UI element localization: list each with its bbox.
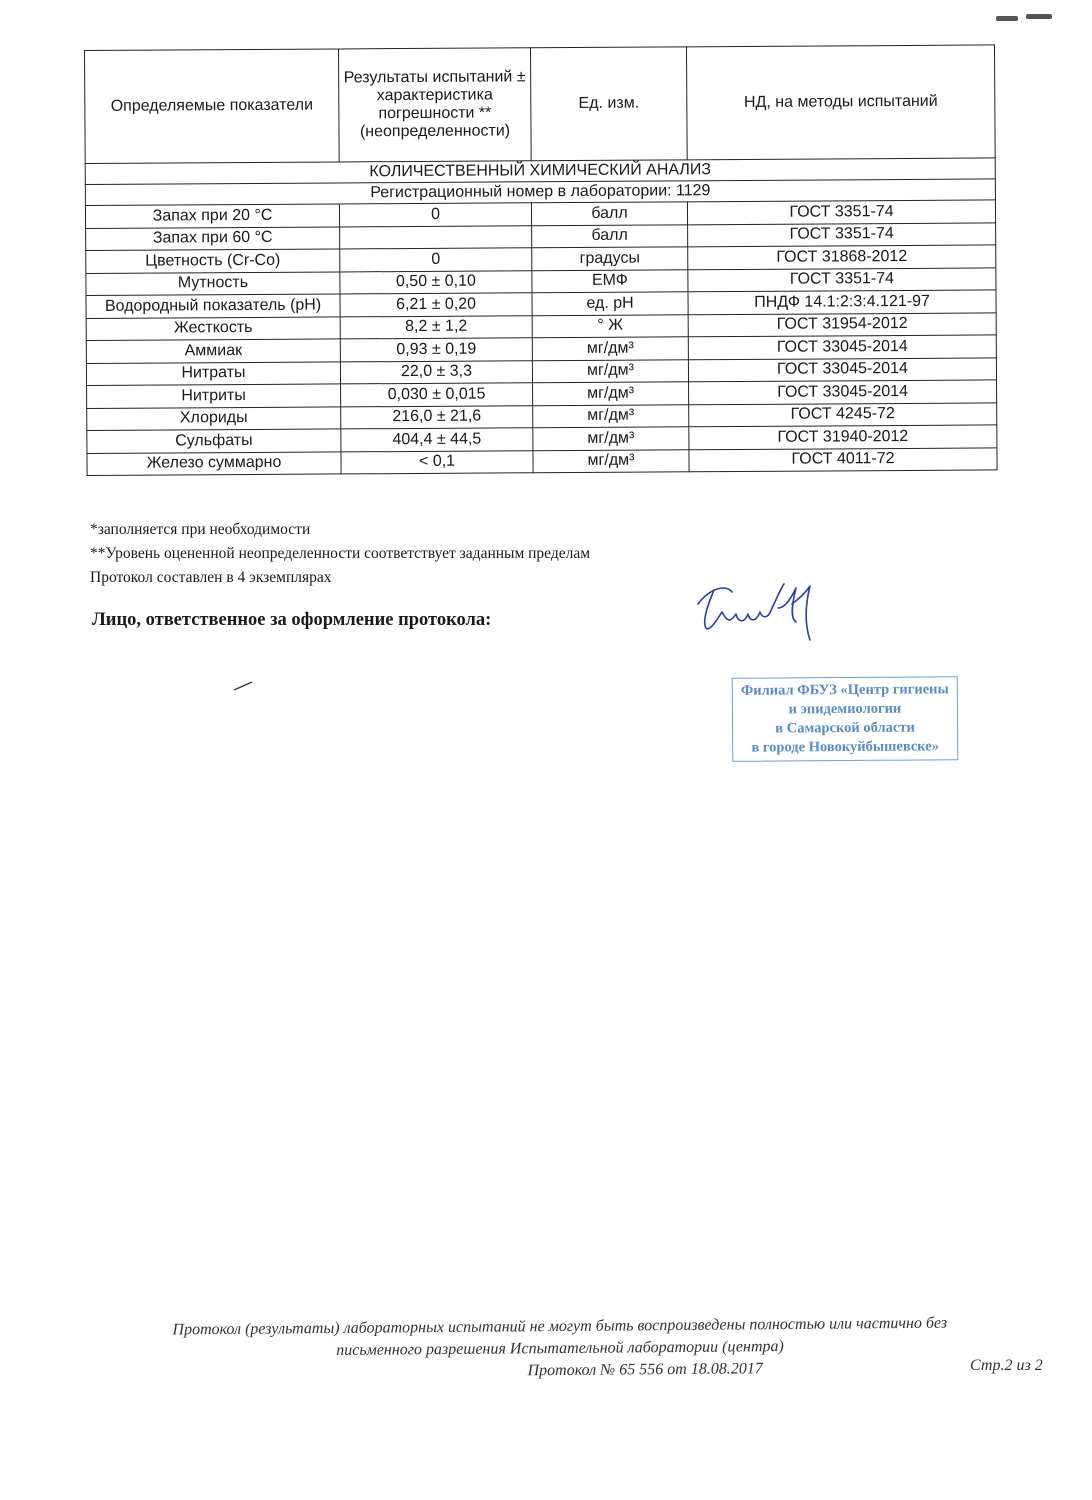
- result-cell: 404,4 ± 44,5: [341, 428, 533, 452]
- indicator-cell: Водородный показатель (pH): [86, 294, 340, 318]
- header-method: НД, на методы испытаний: [686, 45, 995, 160]
- note-uncertainty: **Уровень оцененной неопределенности соответствует заданным пределам: [90, 545, 591, 562]
- unit-cell: мг/дм³: [533, 404, 689, 427]
- unit-cell: балл: [532, 224, 688, 247]
- indicator-cell: Запах при 20 °С: [85, 204, 339, 228]
- result-cell: 8,2 ± 1,2: [340, 315, 532, 339]
- method-cell: ГОСТ 31868-2012: [688, 245, 996, 269]
- organization-stamp: [732, 676, 959, 762]
- indicator-cell: Хлориды: [87, 406, 341, 430]
- stamp-line-4: в городе Новокуйбышевске»: [751, 738, 939, 756]
- table-row: [87, 447, 997, 475]
- method-cell: ГОСТ 33045-2014: [688, 357, 996, 381]
- table-header-row: [85, 45, 996, 164]
- header-indicator: Определяемые показатели: [85, 49, 340, 164]
- scan-artifact: [996, 14, 1056, 22]
- footer-disclaimer: [120, 1312, 1001, 1386]
- note-fill-if-needed: *заполняется при необходимости: [90, 521, 311, 538]
- stamp-line-2: и эпидемиологии: [788, 700, 902, 718]
- method-cell: ГОСТ 33045-2014: [688, 335, 996, 359]
- method-cell: ГОСТ 31954-2012: [688, 312, 996, 336]
- stamp-line-3: в Самарской области: [775, 719, 915, 737]
- stamp-line-1: Филиал ФБУЗ «Центр гигиены: [740, 681, 949, 699]
- unit-cell: мг/дм³: [533, 427, 689, 450]
- result-cell: 0,93 ± 0,19: [340, 338, 532, 362]
- pen-mark: [232, 680, 254, 692]
- unit-cell: ° Ж: [532, 314, 688, 337]
- unit-cell: градусы: [532, 247, 688, 270]
- indicator-cell: Запах при 60 °С: [86, 226, 340, 250]
- indicator-cell: Аммиак: [86, 339, 340, 363]
- result-cell: 6,21 ± 0,20: [340, 293, 532, 317]
- result-cell: 0,50 ± 0,10: [340, 270, 532, 294]
- indicator-cell: Нитриты: [87, 384, 341, 408]
- unit-cell: балл: [531, 202, 687, 225]
- section-title: КОЛИЧЕСТВЕННЫЙ ХИМИЧЕСКИЙ АНАЛИЗ: [85, 158, 995, 185]
- unit-cell: ЕМФ: [532, 269, 688, 292]
- unit-cell: мг/дм³: [533, 449, 689, 472]
- method-cell: ГОСТ 4011-72: [689, 447, 997, 471]
- method-cell: ГОСТ 3351-74: [688, 222, 996, 246]
- disclaimer-line-1: Протокол (результаты) лабораторных испытаний не могут быть воспроизведены полностью или частично без: [172, 1314, 948, 1339]
- result-cell: 0,030 ± 0,015: [341, 383, 533, 407]
- result-cell: < 0,1: [341, 450, 533, 474]
- signature-icon: [692, 578, 822, 644]
- results-table: [84, 44, 998, 476]
- result-cell: [340, 225, 532, 249]
- unit-cell: ед. pH: [532, 292, 688, 315]
- method-cell: ГОСТ 33045-2014: [689, 380, 997, 404]
- notes-block: [90, 518, 590, 590]
- indicator-cell: Жесткость: [86, 316, 340, 340]
- result-cell: 0: [339, 203, 531, 227]
- header-result: Результаты испытаний ± характеристика погрешности **(неопределенности): [338, 48, 531, 162]
- indicator-cell: Железо суммарно: [87, 451, 341, 475]
- result-cell: 22,0 ± 3,3: [340, 360, 532, 384]
- responsible-person-label: Лицо, ответственное за оформление протокола:: [92, 610, 492, 630]
- registration-number: Регистрационный номер в лаборатории: 1129: [85, 179, 995, 206]
- protocol-reference: Протокол № 65 556 от 18.08.2017: [527, 1360, 763, 1380]
- disclaimer-line-2: письменного разрешения Испытательной лаборатории (центра): [336, 1338, 784, 1359]
- unit-cell: мг/дм³: [533, 382, 689, 405]
- note-copies: Протокол составлен в 4 экземплярах: [90, 569, 332, 586]
- page-number: Стр.2 из 2: [970, 1357, 1043, 1374]
- indicator-cell: Цветность (Cr-Co): [86, 249, 340, 273]
- indicator-cell: Мутность: [86, 271, 340, 295]
- indicator-cell: Нитраты: [86, 361, 340, 385]
- header-unit: Ед. изм.: [530, 47, 687, 161]
- result-cell: 216,0 ± 21,6: [341, 405, 533, 429]
- method-cell: ПНДФ 14.1:2:3:4.121-97: [688, 290, 996, 314]
- method-cell: ГОСТ 4245-72: [689, 402, 997, 426]
- indicator-cell: Сульфаты: [87, 429, 341, 453]
- unit-cell: мг/дм³: [532, 359, 688, 382]
- method-cell: ГОСТ 3351-74: [687, 200, 995, 224]
- method-cell: ГОСТ 31940-2012: [689, 425, 997, 449]
- unit-cell: мг/дм³: [532, 337, 688, 360]
- method-cell: ГОСТ 3351-74: [688, 267, 996, 291]
- result-cell: 0: [340, 248, 532, 272]
